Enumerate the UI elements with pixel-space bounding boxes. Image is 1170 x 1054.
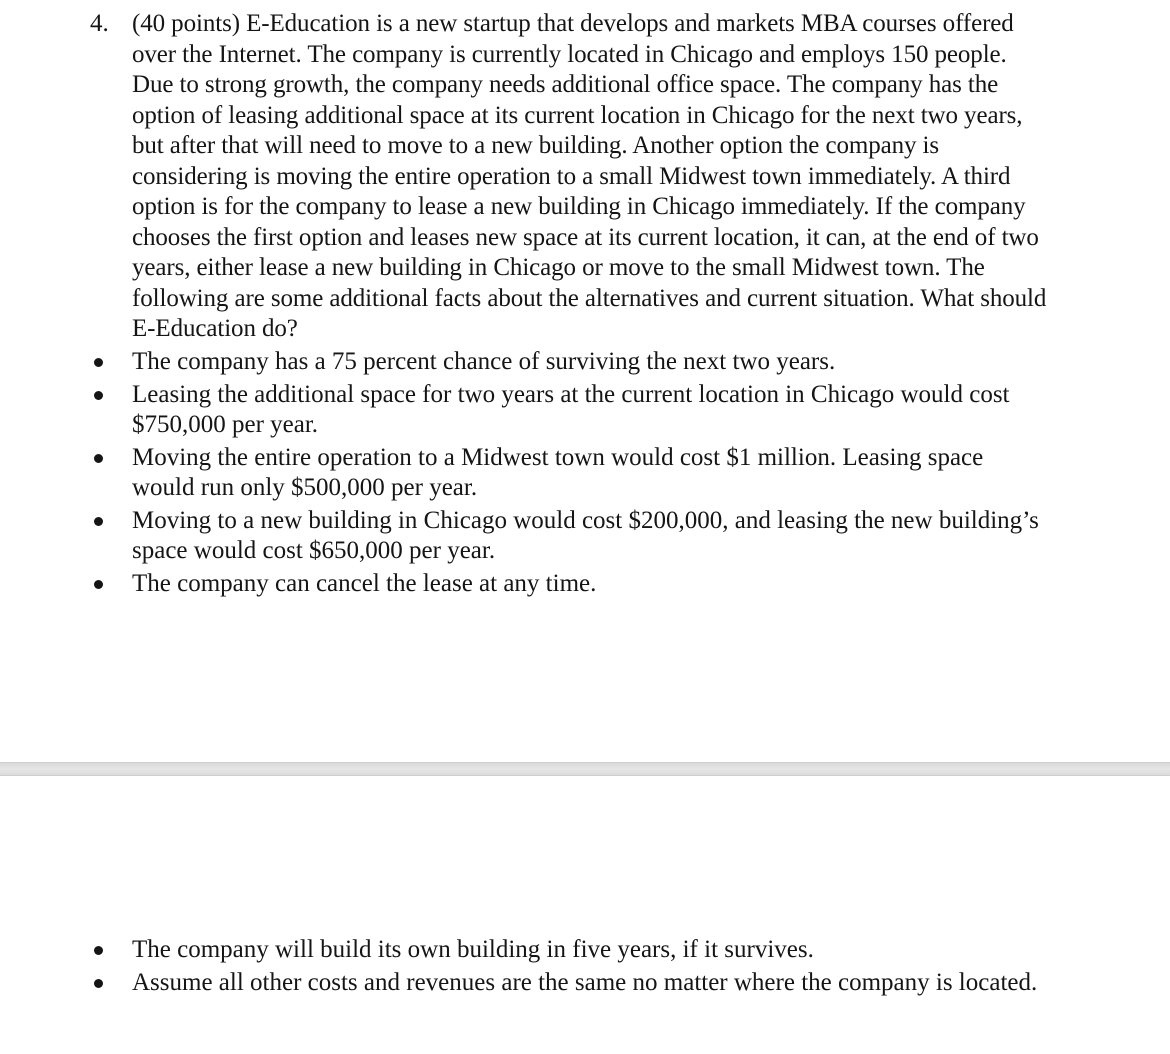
fact-text: The company will build its own building in five years, if it survives. (132, 936, 814, 963)
fact-item (90, 380, 1050, 441)
fact-text: Assume all other costs and revenues are the same no matter where the company is located. (132, 968, 1038, 996)
fact-text: Moving to a new building in Chicago would cost $200,000, and leasing the new building’s space would cost $650,000 per year. (132, 506, 1039, 564)
document-page-bottom (0, 776, 1170, 1054)
bullet-icon (94, 580, 103, 589)
question-block (90, 9, 1050, 345)
fact-item (90, 935, 1050, 966)
bullet-icon (94, 979, 103, 988)
bullet-icon (94, 946, 103, 955)
fact-text: Moving the entire operation to a Midwest town would cost $1 million. Leasing space would run only $500,000 per year. (132, 443, 984, 501)
fact-item (90, 443, 1050, 504)
bullet-icon (94, 358, 103, 367)
fact-item (90, 347, 1050, 378)
bullet-icon (94, 391, 103, 400)
question-number: 4. (90, 10, 109, 37)
question-text: (40 points) E-Education is a new startup that develops and markets MBA courses offered over the Internet. The company is currently located in Chicago and employs 150 people. Due to strong growth, the company needs additional office space. The company has the option of leasing additional space at its current location in Chicago for the next two years, but after that will need to move to a new building. Another option the company is considering is moving the entire operation to a small Midwest town immediately. A third option is for the company to lease a new building in Chicago immediately. If the company chooses the first option and leases new space at its current location, it can, at the end of two years, either lease a new building in Chicago or move to the small Midwest town. The following are some additional facts about the alternatives and current situation. What should E-Education do? (132, 10, 1047, 342)
fact-text: Leasing the additional space for two years at the current location in Chicago would cost $750,000 per year. (132, 380, 1010, 438)
fact-item (90, 569, 1050, 600)
fact-text: The company has a 75 percent chance of surviving the next two years. (132, 348, 836, 375)
facts-list-bottom (90, 935, 1050, 1000)
fact-text: The company can cancel the lease at any time. (132, 569, 597, 597)
facts-list-top (90, 347, 1050, 601)
bullet-icon (94, 454, 103, 463)
fact-item (90, 968, 1050, 999)
fact-item (90, 506, 1050, 567)
bullet-icon (94, 517, 103, 526)
page-separator (0, 762, 1170, 776)
